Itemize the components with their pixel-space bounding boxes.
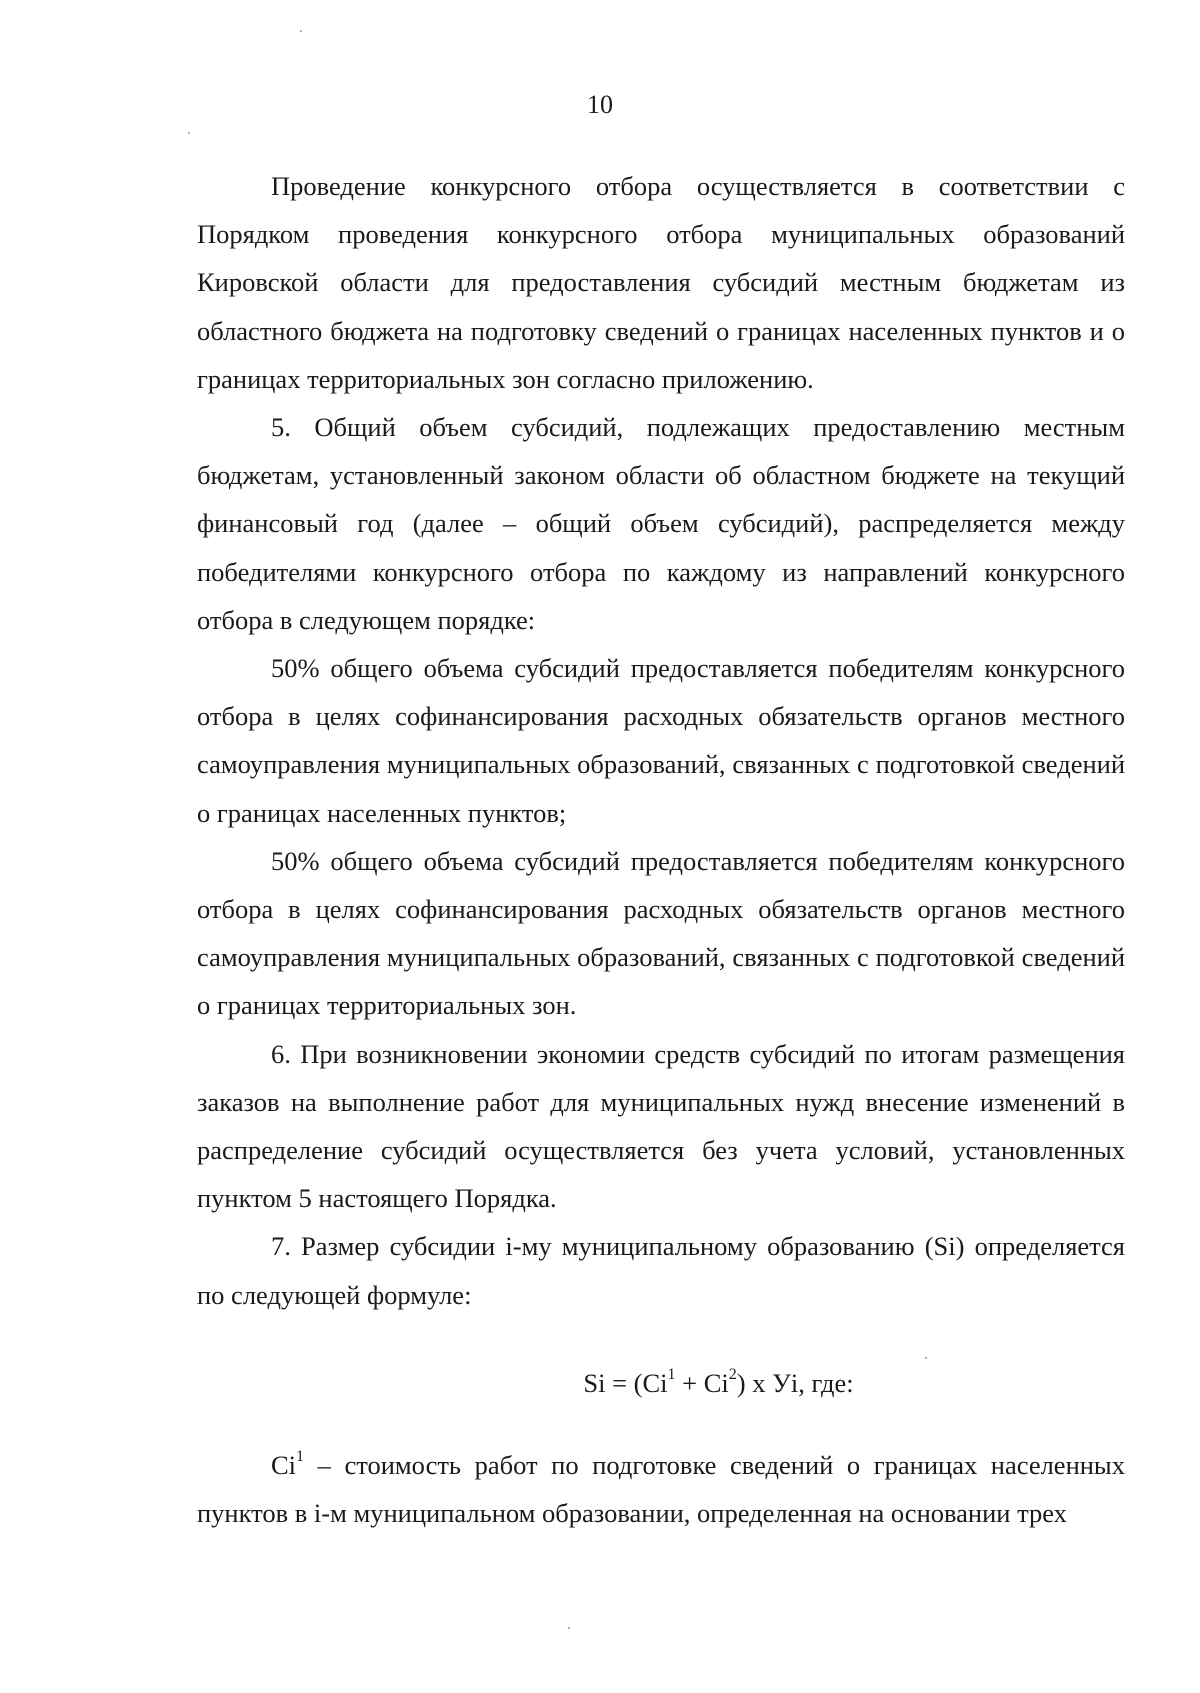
scan-speck bbox=[188, 132, 190, 134]
scan-speck bbox=[925, 1357, 927, 1359]
page-number: 10 bbox=[587, 90, 613, 119]
paragraph-share-settlements: 50% общего объема субсидий предоставляется победителям конкурсного отбора в целях софинансирования расходных обязательств органов местного самоуправления муниципальных образований, связанных с подготовкой сведений о границах населенных пунктов; bbox=[197, 653, 1125, 828]
paragraph-item-6: 6. При возникновении экономии средств субсидий по итогам размещения заказов на выполнение работ для муниципальных нужд внесение изменений в распределение субсидий осуществляется без учета условий, установленных пунктом 5 настоящего Порядка. bbox=[197, 1038, 1125, 1214]
paragraph-share-zones: 50% общего объема субсидий предоставляется победителям конкурсного отбора в целях софинансирования расходных обязательств органов местного самоуправления муниципальных образований, связанных с подготовкой сведений о границах территориальных зон. bbox=[197, 845, 1125, 1021]
subsidy-formula: $Si = (Ci^1 + Ci^2)$ x Уi, где: bbox=[583, 1366, 854, 1398]
paragraph-contest-procedure: Проведение конкурсного отбора осуществляется в соответствии с Порядком проведения конкурсного отбора муниципальных образований Кировской области для предоставления субсидий местным бюджетам из областного бюджета на подготовку сведений о границах населенных пунктов и о границах территориальных зон согласно приложению. bbox=[197, 171, 1125, 394]
scan-speck bbox=[568, 1627, 570, 1629]
paragraph-definition-ci1: Ci$^1$ – стоимость работ по подготовке сведений о границах населенных пунктов в i-м муниципальном образовании, определенная на основании трех bbox=[197, 1448, 1125, 1529]
scan-speck bbox=[300, 30, 302, 32]
paragraph-item-7: 7. Размер субсидии i-му муниципальному образованию (Si) определяется по следующей формуле: bbox=[197, 1231, 1125, 1310]
paragraph-item-5: 5. Общий объем субсидий, подлежащих предоставлению местным бюджетам, установленный законом области об областном бюджете на текущий финансовый год (далее – общий объем субсидий), распределяется между победителями конкурсного отбора по каждому из направлений конкурсного отбора в следующем порядке: bbox=[197, 412, 1125, 635]
document-body bbox=[197, 162, 1125, 1537]
